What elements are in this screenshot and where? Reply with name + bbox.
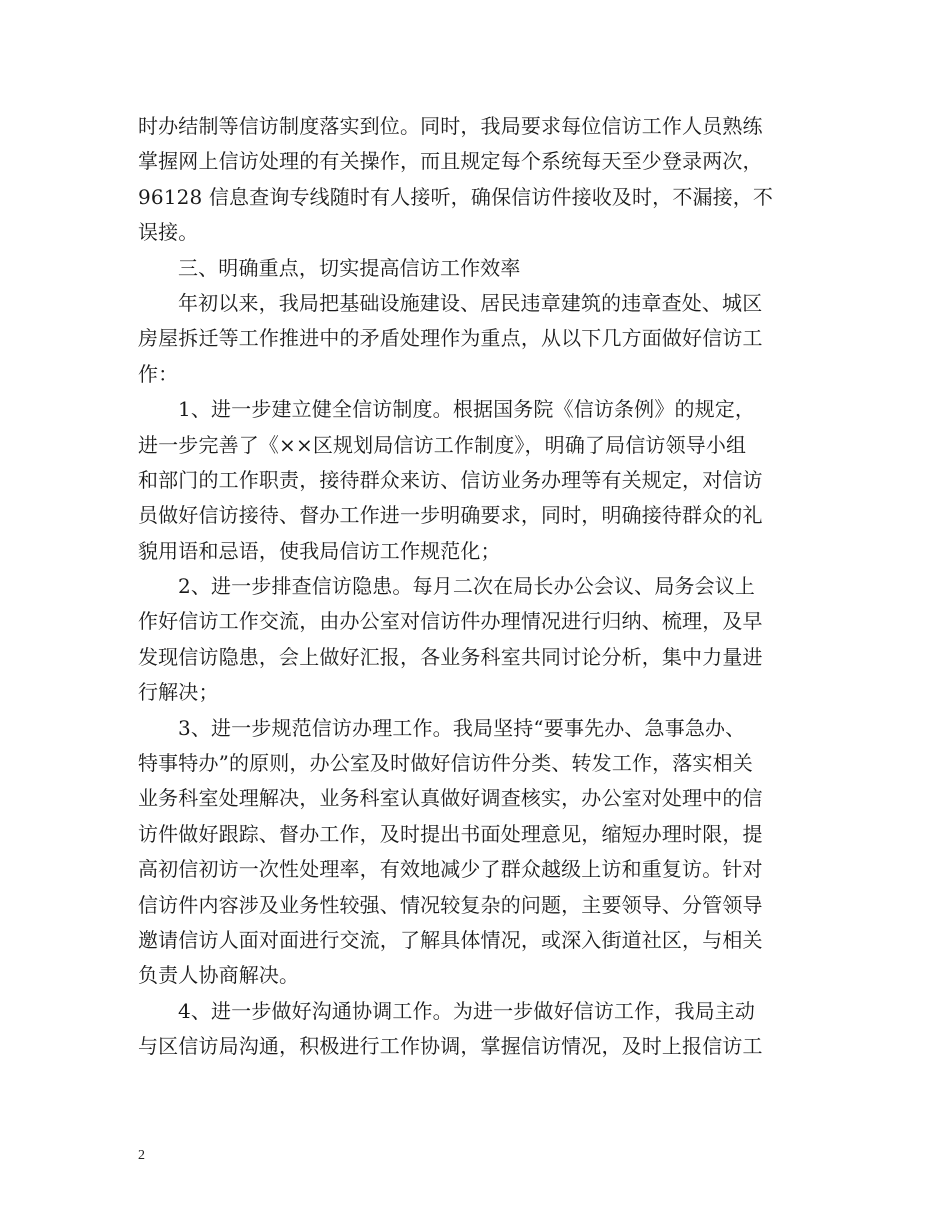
text-line: 行解决；	[138, 680, 219, 705]
text-line: 信访件内容涉及业务性较强、情况较复杂的问题，主要领导、分管领导	[138, 892, 763, 917]
text-line: 与区信访局沟通，积极进行工作协调，掌握信访情况，及时上报信访工	[138, 1034, 763, 1059]
text-line: 负责人协商解决。	[138, 963, 300, 988]
text-line: 业务科室处理解决，业务科室认真做好调查核实，办公室对处理中的信	[138, 786, 763, 811]
text-line: 员做好信访接待、督办工作进一步明确要求，同时，明确接待群众的礼	[138, 503, 763, 528]
text-line: 作好信访工作交流，由办公室对信访件办理情况进行归纳、梳理，及早	[138, 609, 763, 634]
text-line: 4、进一步做好沟通协调工作。为进一步做好信访工作，我局主动	[178, 998, 756, 1023]
text-line: 发现信访隐患，会上做好汇报，各业务科室共同讨论分析，集中力量进	[138, 644, 763, 669]
text-line: 96128 信息查询专线随时有人接听，确保信访件接收及时，不漏接，不	[138, 184, 774, 209]
document-body	[138, 109, 818, 1065]
text-line: 3、进一步规范信访办理工作。我局坚持“要事先办、急事急办、	[178, 715, 746, 740]
text-line: 进一步完善了《××区规划局信访工作制度》，明确了局信访领导小组	[138, 432, 747, 457]
text-line: 误接。	[138, 220, 199, 245]
text-line: 1、进一步建立健全信访制度。根据国务院《信访条例》的规定，	[178, 397, 756, 422]
text-line: 房屋拆迁等工作推进中的矛盾处理作为重点，从以下几方面做好信访工	[138, 326, 763, 351]
text-line: 特事特办”的原则，办公室及时做好信访件分类、转发工作，落实相关	[138, 751, 753, 776]
text-line: 作：	[138, 361, 179, 386]
text-line: 高初信初访一次性处理率，有效地减少了群众越级上访和重复访。针对	[138, 857, 763, 882]
text-line: 邀请信访人面对面进行交流，了解具体情况，或深入街道社区，与相关	[138, 927, 763, 952]
text-line: 访件做好跟踪、督办工作，及时提出书面处理意见，缩短办理时限，提	[138, 821, 763, 846]
text-line: 和部门的工作职责，接待群众来访、信访业务办理等有关规定，对信访	[138, 467, 763, 492]
text-line: 掌握网上信访处理的有关操作，而且规定每个系统每天至少登录两次，	[138, 149, 763, 174]
text-line: 年初以来，我局把基础设施建设、居民违章建筑的违章查处、城区	[178, 290, 763, 315]
page-number: 2	[138, 1148, 145, 1163]
text-line: 三、明确重点，切实提高信访工作效率	[178, 255, 521, 280]
text-line: 时办结制等信访制度落实到位。同时，我局要求每位信访工作人员熟练	[138, 114, 763, 138]
text-line: 貌用语和忌语，使我局信访工作规范化；	[138, 538, 501, 563]
text-line: 2、进一步排查信访隐患。每月二次在局长办公会议、局务会议上	[178, 574, 756, 599]
